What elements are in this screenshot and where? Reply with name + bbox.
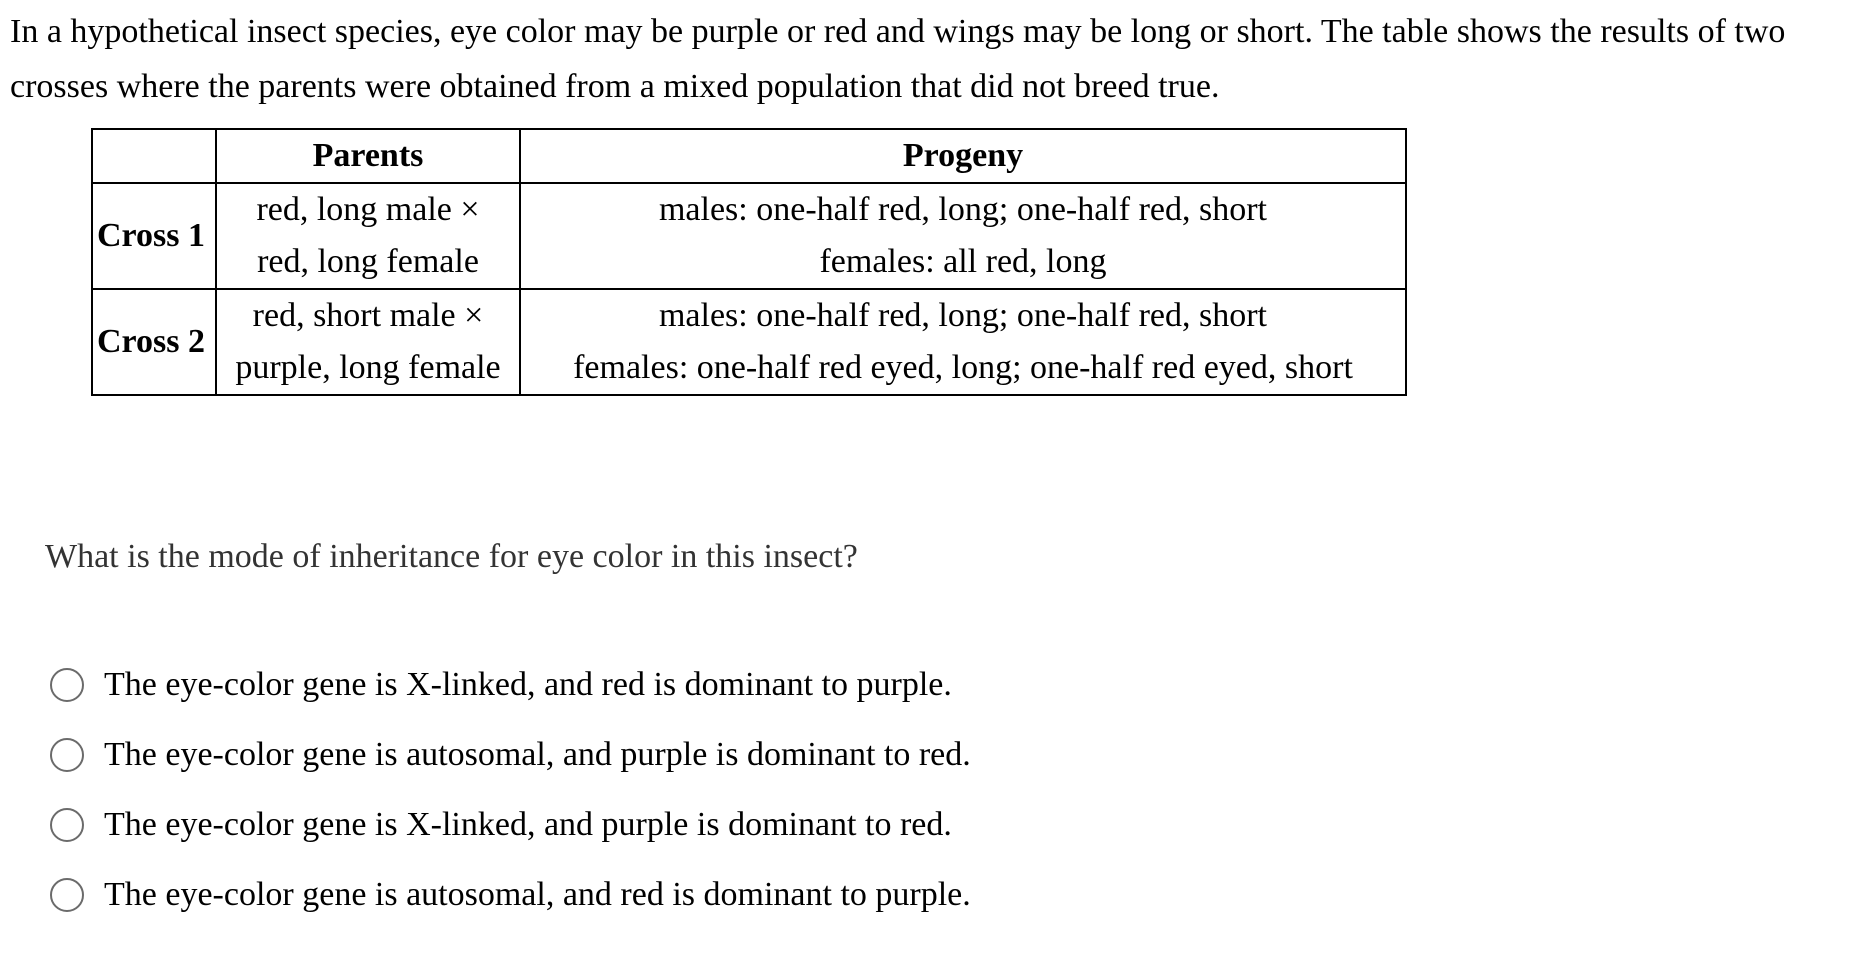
- crosses-table: [91, 128, 1407, 396]
- answer-option-3[interactable]: [50, 790, 971, 860]
- table-row-cross-1: [92, 183, 1406, 289]
- cross-1-parent-male: red, long male ×: [256, 191, 480, 228]
- cross-1-progeny: [520, 183, 1406, 289]
- radio-button[interactable]: [50, 738, 84, 772]
- answer-option-2[interactable]: [50, 720, 971, 790]
- cross-2-parent-female: purple, long female: [235, 349, 501, 386]
- answer-option-4[interactable]: [50, 860, 971, 930]
- answer-option-label[interactable]: The eye-color gene is X-linked, and red is dominant to purple.: [104, 666, 952, 703]
- cross-2-label: Cross 2: [92, 289, 216, 395]
- cross-1-parent-female: red, long female: [257, 243, 479, 280]
- question-prompt: What is the mode of inheritance for eye color in this insect?: [45, 538, 858, 575]
- answer-option-label[interactable]: The eye-color gene is autosomal, and red is dominant to purple.: [104, 876, 971, 913]
- cross-2-progeny: [520, 289, 1406, 395]
- question-stem: In a hypothetical insect species, eye color may be purple or red and wings may be long or short. The table shows the results of two crosses where the parents were obtained from a mixed population that did not breed true.: [10, 13, 1786, 105]
- cross-2-parents: [216, 289, 520, 395]
- cross-1-progeny-females: females: all red, long: [819, 243, 1107, 280]
- answer-option-label[interactable]: The eye-color gene is autosomal, and purple is dominant to red.: [104, 736, 971, 773]
- table-row-cross-2: [92, 289, 1406, 395]
- answer-option-label[interactable]: The eye-color gene is X-linked, and purple is dominant to red.: [104, 806, 952, 843]
- cross-2-progeny-females: females: one-half red eyed, long; one-half red eyed, short: [573, 349, 1353, 386]
- cross-2-progeny-males: males: one-half red, long; one-half red, short: [658, 297, 1267, 334]
- cross-2-parent-male: red, short male ×: [252, 297, 484, 334]
- cross-1-parents: [216, 183, 520, 289]
- table-header-parents: Parents: [216, 129, 520, 183]
- radio-button[interactable]: [50, 878, 84, 912]
- radio-button[interactable]: [50, 668, 84, 702]
- answer-option-1[interactable]: [50, 650, 971, 720]
- cross-1-progeny-males: males: one-half red, long; one-half red, short: [658, 191, 1267, 228]
- table-header-empty: [92, 129, 216, 183]
- radio-button[interactable]: [50, 808, 84, 842]
- answer-options: [50, 650, 971, 930]
- table-header-progeny: Progeny: [520, 129, 1406, 183]
- table-header-row: [92, 129, 1406, 183]
- cross-1-label: Cross 1: [92, 183, 216, 289]
